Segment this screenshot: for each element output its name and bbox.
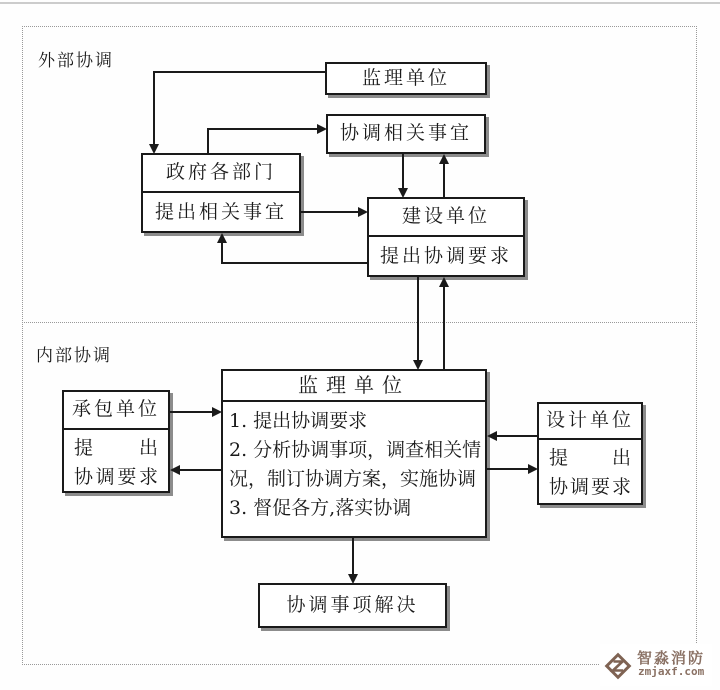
box-action [539,440,641,502]
line-segment [154,71,325,73]
arrowhead-right [212,407,222,417]
arrowhead-down [398,188,408,198]
arrowhead-right [358,207,368,217]
box-title: 协调相关事宜 [339,122,472,144]
box-title: 建设单位 [369,199,523,237]
internal-section-label: 内部协调 [36,346,112,366]
line-segment [443,163,445,197]
box-task-list [223,402,485,523]
line-segment [207,128,209,153]
action-line-1: 提出 [74,437,158,459]
task-item-2: 2. 分析协调事项，调查相关情况，制订协调方案，实施协调 [229,439,482,490]
box-title: 承包单位 [64,392,168,430]
line-segment [301,211,358,213]
arrowhead-right [528,464,538,474]
watermark-brand-text: 智淼消防 [637,649,706,667]
box-action [64,430,168,492]
line-segment [402,154,404,188]
top-divider-rule [0,2,720,4]
line-segment [222,262,367,264]
box-title: 协调事项解决 [286,594,419,616]
box-construction [367,197,525,277]
box-title: 设计单位 [539,404,641,440]
watermark [600,644,712,686]
arrowhead-left [170,465,180,475]
zhimiao-logo-icon [603,651,633,685]
arrowhead-up [217,233,227,243]
line-segment [417,277,419,360]
arrowhead-right [317,124,327,134]
line-segment [352,538,354,574]
box-action: 提出协调要求 [379,245,512,267]
box-supervision-main [221,369,487,538]
line-segment [207,128,317,130]
arrowhead-up [439,277,449,287]
box-design [537,402,643,505]
external-section-label: 外部协调 [38,51,114,71]
arrowhead-left [487,431,497,441]
line-segment [221,242,223,264]
section-divider-dotted-line [22,322,695,323]
line-segment [153,71,155,144]
box-contractor [62,390,170,493]
watermark-site-text: zmjaxf.com [638,665,705,678]
line-segment [179,469,221,471]
box-coordination-matters [326,114,486,154]
box-title: 政府各部门 [143,155,299,193]
action-line-2: 协调要求 [549,476,631,498]
arrowhead-down [413,360,423,370]
action-line-1: 提出 [549,447,631,469]
box-government [141,153,301,233]
task-item-3: 3. 督促各方,落实协调 [229,497,412,519]
box-resolved [258,583,447,628]
box-title: 监理单位 [223,371,485,402]
arrowhead-down [348,574,358,584]
box-supervision-top [325,62,487,95]
arrowhead-up [439,154,449,164]
line-segment [443,286,445,369]
box-title: 监理单位 [361,67,450,89]
line-segment [496,435,537,437]
action-line-2: 协调要求 [74,466,158,488]
line-segment [487,468,528,470]
task-item-1: 1. 提出协调要求 [229,410,368,432]
arrowhead-down [149,144,159,154]
line-segment [170,411,212,413]
box-action: 提出相关事宜 [154,201,287,223]
